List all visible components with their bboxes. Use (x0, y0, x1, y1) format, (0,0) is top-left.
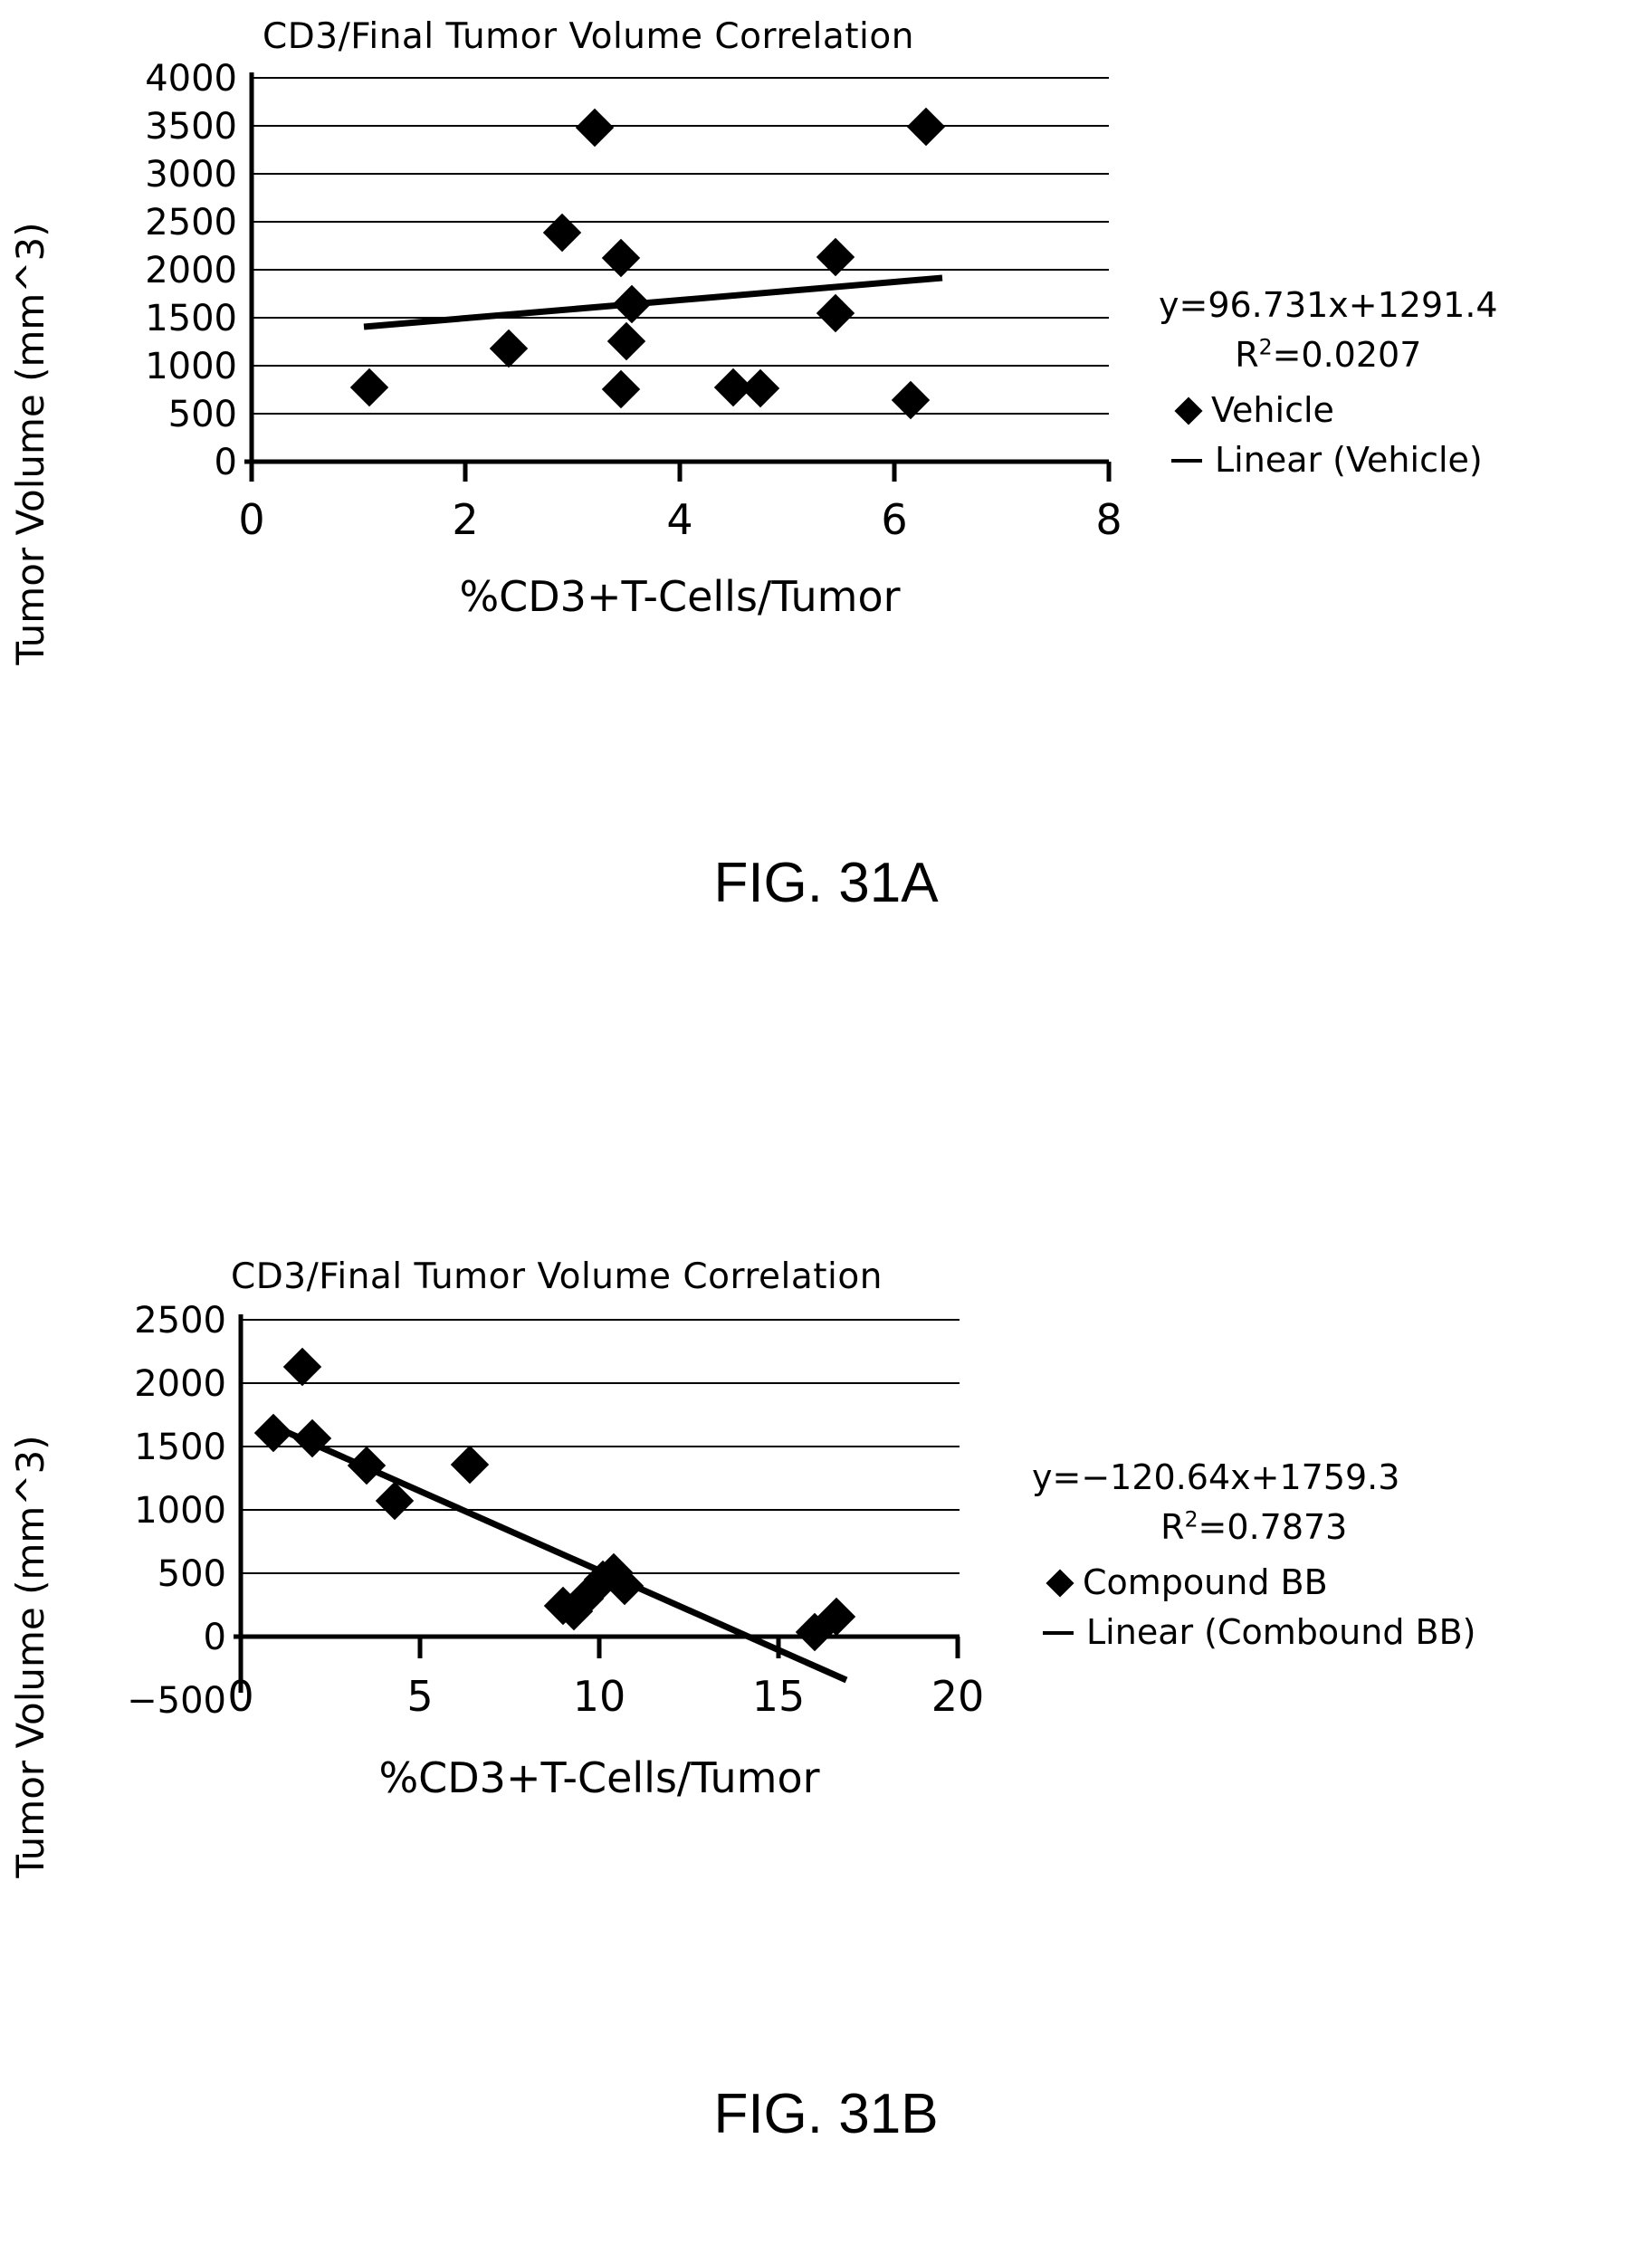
scatter-svg-b (0, 1303, 1177, 2145)
legend-trend-a (1171, 435, 1498, 485)
y-tick-3500-a: 3500 (145, 106, 237, 148)
y-tick-0-a: 0 (214, 442, 237, 483)
y-tick-500-b: 500 (157, 1553, 226, 1595)
x-ticks-b (241, 1637, 958, 1658)
gridlines-a (252, 78, 1109, 414)
y-tick-1000-a: 1000 (145, 346, 237, 387)
y-tick-2000-b: 2000 (134, 1363, 226, 1405)
y-axis-label-a: Tumor Volume (mm^3) (8, 222, 53, 665)
x-tick-0-a: 0 (238, 495, 265, 544)
x-tick-2-a: 2 (452, 495, 479, 544)
data-point (543, 214, 581, 252)
chart-title-a: CD3/Final Tumor Volume Correlation (263, 16, 914, 57)
legend-series-label-b: Compound BB (1083, 1562, 1328, 1603)
data-point (576, 109, 614, 147)
chart-plot-b (0, 1303, 1177, 2145)
legend-r-squared-b (1032, 1503, 1476, 1552)
legend-series-a (1179, 386, 1498, 435)
legend-series-label-a: Vehicle (1211, 390, 1334, 431)
y-tick-4000-a: 4000 (145, 63, 237, 100)
legend-r-squared-a (1159, 330, 1498, 380)
line-marker-icon (1043, 1631, 1074, 1635)
legend-equation-a: y=96.731x+1291.4 (1159, 285, 1498, 325)
trendline-a (364, 278, 942, 327)
x-axis-label-b: %CD3+T-Cells/Tumor (378, 1753, 820, 1802)
diamond-marker-icon (1174, 396, 1202, 425)
legend-a (1159, 281, 1498, 485)
x-tick-0-b: 0 (227, 1672, 254, 1721)
y-tick-500-a: 500 (167, 394, 237, 435)
line-marker-icon (1171, 459, 1202, 463)
x-tick-6-a: 6 (881, 495, 908, 544)
legend-r-exponent-a: 2 (1258, 334, 1273, 360)
data-point (741, 369, 779, 407)
figure-label-a: FIG. 31A (713, 852, 939, 914)
y-tick-1000-b: 1000 (134, 1490, 226, 1532)
diamond-marker-icon (1046, 1569, 1074, 1597)
x-tick-15-b: 15 (751, 1672, 806, 1721)
data-point (602, 370, 640, 408)
x-tick-10-b: 10 (572, 1672, 626, 1721)
figure-31b (0, 1249, 1652, 2236)
figure-31a (0, 0, 1652, 996)
data-point (451, 1446, 489, 1484)
y-tick-2500-b: 2500 (134, 1303, 226, 1342)
scatter-svg-a (0, 63, 1177, 905)
y-tick-1500-b: 1500 (134, 1427, 226, 1468)
x-tick-4-a: 4 (666, 495, 693, 544)
data-point (490, 329, 528, 368)
x-axis-label-a: %CD3+T-Cells/Tumor (459, 572, 901, 621)
x-ticks-a (252, 462, 1109, 482)
gridlines-b (241, 1320, 960, 1573)
data-point (607, 322, 645, 360)
legend-b (1032, 1453, 1476, 1657)
legend-r-exponent-b: 2 (1184, 1506, 1198, 1533)
y-tick-neg500-b: −500 (127, 1680, 226, 1722)
data-point (602, 239, 640, 277)
y-tick-2500-a: 2500 (145, 202, 237, 243)
legend-r-label-a: R (1235, 335, 1259, 376)
data-point (907, 108, 945, 146)
legend-series-b (1050, 1558, 1476, 1608)
legend-equation-b: y=−120.64x+1759.3 (1032, 1457, 1400, 1497)
legend-trend-label-b: Linear (Combound BB) (1086, 1612, 1476, 1653)
legend-r-label-b: R (1160, 1507, 1185, 1548)
data-points-a (350, 108, 945, 419)
data-point (283, 1348, 321, 1386)
legend-r-value-b: =0.7873 (1198, 1507, 1348, 1548)
data-point (348, 1447, 386, 1485)
y-axis-label-b: Tumor Volume (mm^3) (8, 1435, 53, 1878)
x-tick-20-b: 20 (931, 1672, 985, 1721)
x-tick-8-a: 8 (1095, 495, 1122, 544)
data-points-b (254, 1348, 855, 1651)
chart-plot-a (0, 63, 1177, 905)
legend-trend-b (1043, 1608, 1476, 1657)
figure-label-b: FIG. 31B (713, 2083, 939, 2145)
legend-trend-label-a: Linear (Vehicle) (1215, 440, 1483, 481)
data-point (350, 368, 388, 406)
y-tick-2000-a: 2000 (145, 250, 237, 291)
y-tick-1500-a: 1500 (145, 298, 237, 339)
legend-r-value-a: =0.0207 (1272, 335, 1422, 376)
chart-title-b: CD3/Final Tumor Volume Correlation (231, 1256, 883, 1297)
y-tick-3000-a: 3000 (145, 154, 237, 196)
data-point (816, 294, 855, 332)
x-tick-5-b: 5 (406, 1672, 434, 1721)
y-tick-0-b: 0 (203, 1617, 226, 1658)
